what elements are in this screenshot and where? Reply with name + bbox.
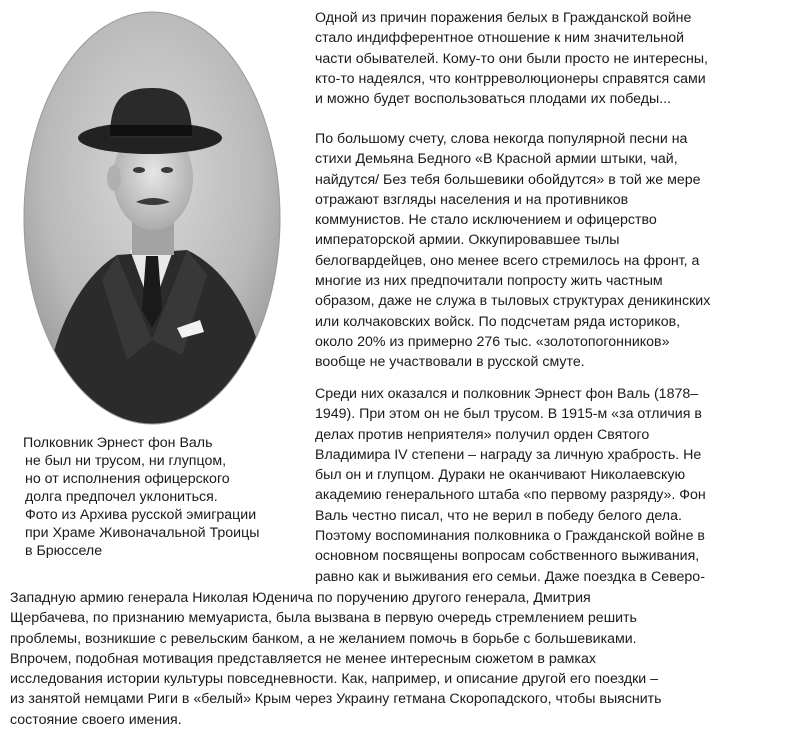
text-line: коммунистов. Не стало исключением и офицерство: [315, 212, 657, 229]
text-line: найдутся/ Без тебя большевики обойдутся» в той же мере: [315, 171, 701, 188]
text-line: Щербачева, по признанию мемуариста, была вызвана в первую очередь стремлением решить: [10, 610, 637, 627]
text-line: стихи Демьяна Бедного «В Красной армии штыки, чай,: [315, 151, 678, 168]
text-line: Владимира IV степени – награду за личную храбрость. Не: [315, 446, 702, 463]
text-line: состояние своего имения.: [10, 711, 182, 728]
photo-caption: [23, 434, 313, 560]
article-paragraph-2: [315, 129, 710, 373]
text-line: и можно будет воспользоваться плодами их победы...: [315, 91, 672, 108]
text-line: стало индифферентное отношение к ним значительной: [315, 30, 685, 47]
text-line: императорской армии. Оккупировавшее тылы: [315, 232, 620, 249]
text-line: многие из них предпочитали попросту жить частным: [315, 273, 663, 290]
text-line: Западную армию генерала Николая Юденича по поручению другого генерала, Дмитрия: [10, 590, 591, 606]
text-line: исследования истории культуры повседневности. Как, например, и описание другой его поездки –: [10, 671, 659, 688]
portrait-photo: [22, 10, 282, 426]
text-line: Валь честно писал, что не верил в победу белого дела.: [315, 507, 682, 524]
article-paragraph-3-continued: [10, 588, 662, 730]
caption-line: долга предпочел уклониться.: [25, 489, 218, 505]
text-line: из занятой немцами Риги в «белый» Крым через Украину гетмана Скоропадского, чтобы выяснить: [10, 691, 662, 708]
article-paragraph-1: [315, 8, 708, 109]
caption-line: но от исполнения офицерского: [25, 471, 230, 487]
text-line: или колчаковских войск. По подсчетам ряда историков,: [315, 313, 681, 330]
text-line: был он и глупцом. Дураки не оканчивают Николаевскую: [315, 467, 686, 484]
caption-line: Фото из Архива русской эмиграции: [25, 507, 257, 523]
caption-line: не был ни трусом, ни глупцом,: [25, 453, 227, 469]
text-line: части обывателей. Кому-то они были просто не интересны,: [315, 50, 708, 67]
caption-line: при Храме Живоначальной Троицы: [25, 525, 260, 541]
text-line: основном посвящены вопросам собственного выживания,: [315, 548, 700, 565]
text-line: 1949). При этом он не был трусом. В 1915-м «за отличия в: [315, 406, 702, 423]
text-line: Впрочем, подобная мотивация представляется не менее интересным сюжетом в рамках: [10, 650, 596, 667]
text-line: белогвардейцев, оно менее всего стремилось на фронт, а: [315, 252, 700, 269]
text-line: академию генерального штаба «по первому разряду». Фон: [315, 487, 706, 504]
text-line: Поэтому воспоминания полковника о Гражданской войне в: [315, 528, 705, 545]
text-line: отражают взгляды населения и на противников: [315, 191, 629, 208]
text-line: Среди них оказался и полковник Эрнест фон Валь (1878–: [315, 386, 699, 402]
article-paragraph-3: [315, 384, 706, 587]
text-line: проблемы, возникшие с ревельским банком, а не желанием помочь в борьбе с большевиками.: [10, 630, 637, 647]
text-line: делах против неприятеля» получил орден Святого: [315, 426, 650, 443]
portrait-photo-icon: [22, 10, 282, 426]
text-line: около 20% из примерно 276 тыс. «золотопогонников»: [315, 333, 670, 350]
text-line: По большому счету, слова некогда популярной песни на: [315, 131, 688, 147]
text-line: вообще не участвовали в русской смуте.: [315, 354, 585, 371]
text-line: кто-то надеялся, что контрреволюционеры справятся сами: [315, 70, 706, 87]
text-line: образом, даже не служа в тыловых структурах деникинских: [315, 293, 711, 310]
text-line: равно как и выживания его семьи. Даже поездка в Северо-: [315, 568, 705, 585]
text-line: Одной из причин поражения белых в Гражданской войне: [315, 10, 692, 26]
caption-line: Полковник Эрнест фон Валь: [23, 435, 213, 451]
caption-line: в Брюсселе: [25, 543, 103, 559]
